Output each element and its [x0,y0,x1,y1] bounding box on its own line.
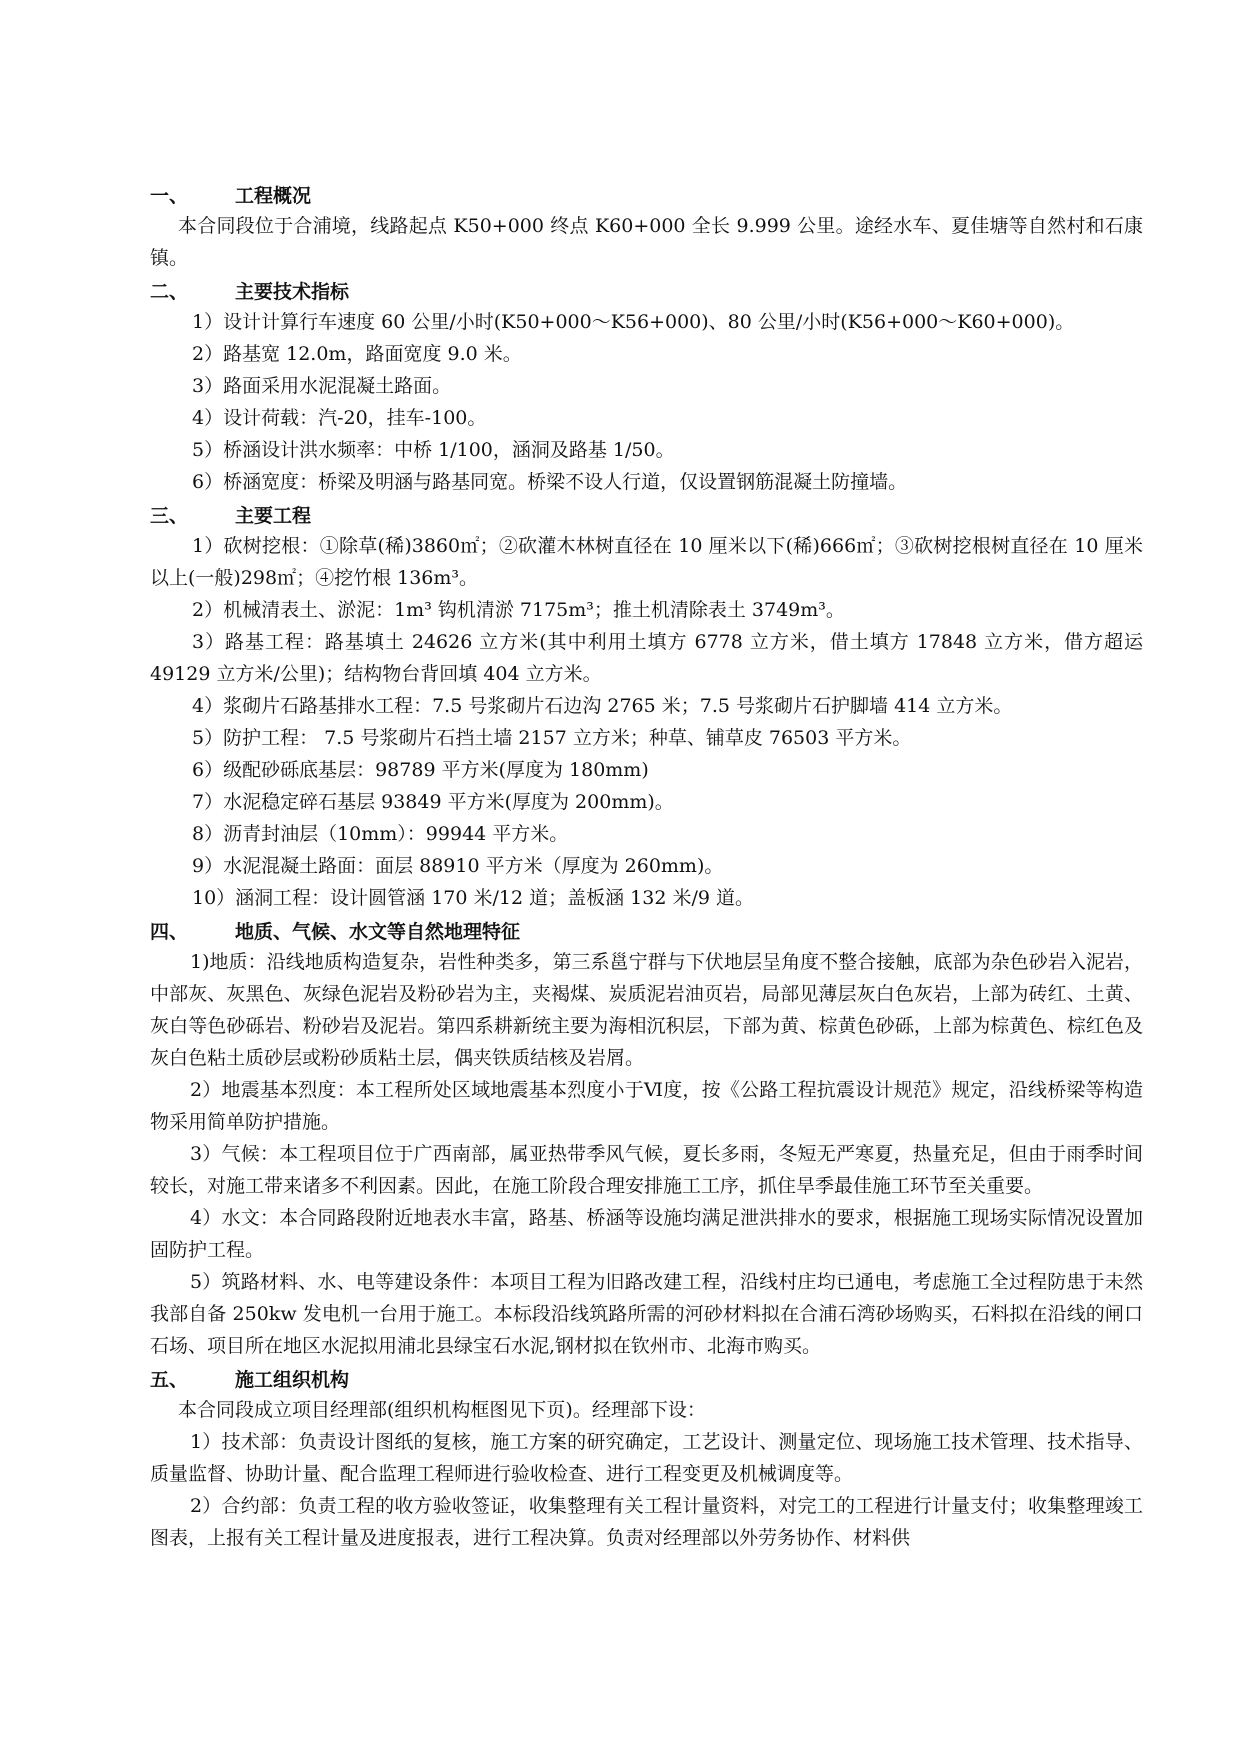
section-title: 施工组织机构 [235,1368,350,1391]
section-title: 工程概况 [235,184,312,207]
paragraph: 2）地震基本烈度：本工程所处区域地震基本烈度小于Ⅵ度，按《公路工程抗震设计规范》规定，沿线桥梁等构造物采用简单防护措施。 [150,1079,1143,1133]
paragraph: 5）筑路材料、水、电等建设条件：本项目工程为旧路改建工程，沿线村庄均已通电，考虑施工全过程防患于未然我部自备 250kw 发电机一台用于施工。本标段沿线筑路所需的河砂材料拟在合浦石湾砂场购买，石料拟在沿线的闸口石场、项目所在地区水泥拟用浦北县绿宝石水泥,钢材拟在钦州市、北海市购买。 [150,1271,1143,1357]
list-item: 6）桥涵宽度：桥梁及明涵与路基同宽。桥梁不设人行道，仅设置钢筋混凝土防撞墙。 [192,471,908,493]
list-item: 5）桥涵设计洪水频率：中桥 1/100，涵洞及路基 1/50。 [192,439,675,461]
section-heading [150,914,1143,946]
paragraph: 4）水文：本合同路段附近地表水丰富，路基、桥涵等设施均满足泄洪排水的要求，根据施工现场实际情况设置加固防护工程。 [150,1207,1143,1261]
section-heading [150,178,1143,210]
section-number: 四、 [150,920,189,943]
list-item: 5）防护工程： 7.5 号浆砌片石挡土墙 2157 立方米；种草、铺草皮 76503 平方米。 [192,727,912,749]
paragraph: 1)地质：沿线地质构造复杂，岩性种类多，第三系邕宁群与下伏地层呈角度不整合接触，底部为杂色砂岩入泥岩，中部灰、灰黑色、灰绿色泥岩及粉砂岩为主，夹褐煤、炭质泥岩油页岩，局部见薄层灰白色灰岩，上部为砖红、土黄、灰白等色砂砾岩、粉砂岩及泥岩。第四系耕新统主要为海相沉积层，下部为黄、棕黄色砂砾，上部为棕黄色、棕红色及灰白色粘土质砂层或粉砂质粘土层，偶夹铁质结核及岩屑。 [150,951,1143,1069]
list-item: 3）路基工程：路基填土 24626 立方米(其中利用土填方 6778 立方米，借土填方 17848 立方米，借方超运 49129 立方米/公里)；结构物台背回填 404 立方米。 [150,631,1143,685]
list-item: 4）浆砌片石路基排水工程：7.5 号浆砌片石边沟 2765 米；7.5 号浆砌片石护脚墙 414 立方米。 [192,695,1013,717]
paragraph: 1）技术部：负责设计图纸的复核，施工方案的研究确定，工艺设计、测量定位、现场施工技术管理、技术指导、质量监督、协助计量、配合监理工程师进行验收检查、进行工程变更及机械调度等。 [150,1431,1143,1485]
list-item: 1）砍树挖根：①除草(稀)3860㎡；②砍灌木林树直径在 10 厘米以下(稀)666㎡；③砍树挖根树直径在 10 厘米以上(一般)298㎡；④挖竹根 136m³。 [150,535,1143,589]
section-number: 一、 [150,184,189,207]
list-item: 1）设计计算行车速度 60 公里/小时(K50+000～K56+000)、80 公里/小时(K56+000～K60+000)。 [192,311,1075,333]
section-title: 地质、气候、水文等自然地理特征 [235,920,521,943]
list-item: 7）水泥稳定碎石基层 93849 平方米(厚度为 200mm)。 [192,791,674,813]
list-item: 2）路基宽 12.0m，路面宽度 9.0 米。 [192,343,522,365]
section-heading [150,1362,1143,1394]
section-title: 主要技术指标 [235,280,350,303]
paragraph: 本合同段位于合浦境，线路起点 K50+000 终点 K60+000 全长 9.999 公里。途经水车、夏佳塘等自然村和石康镇。 [150,215,1143,269]
paragraph: 3）气候：本工程项目位于广西南部，属亚热带季风气候，夏长多雨，冬短无严寒夏，热量充足，但由于雨季时间较长，对施工带来诸多不利因素。因此，在施工阶段合理安排施工工序，抓住旱季最佳施工环节至关重要。 [150,1143,1143,1197]
list-item: 10）涵洞工程：设计圆管涵 170 米/12 道；盖板涵 132 米/9 道。 [192,887,755,909]
list-item: 8）沥青封油层（10mm）：99944 平方米。 [192,823,569,845]
paragraph: 2）合约部：负责工程的收方验收签证，收集整理有关工程计量资料，对完工的工程进行计量支付；收集整理竣工图表，上报有关工程计量及进度报表，进行工程决算。负责对经理部以外劳务协作、材料供 [150,1495,1143,1549]
section-heading [150,274,1143,306]
list-item: 4）设计荷载：汽-20，挂车-100。 [192,407,487,429]
list-item: 6）级配砂砾底基层：98789 平方米(厚度为 180mm) [192,759,649,781]
section-number: 二、 [150,280,189,303]
section-title: 主要工程 [235,504,312,527]
document-body [150,178,1143,1554]
section-heading [150,498,1143,530]
list-item: 3）路面采用水泥混凝土路面。 [192,375,452,397]
section-number: 三、 [150,504,189,527]
paragraph: 本合同段成立项目经理部(组织机构框图见下页)。经理部下设： [178,1399,706,1421]
list-item: 2）机械清表土、淤泥：1m³ 钩机清淤 7175m³；推土机清除表土 3749m³。 [192,599,845,621]
list-item: 9）水泥混凝土路面：面层 88910 平方米（厚度为 260mm)。 [192,855,724,877]
section-number: 五、 [150,1368,189,1391]
